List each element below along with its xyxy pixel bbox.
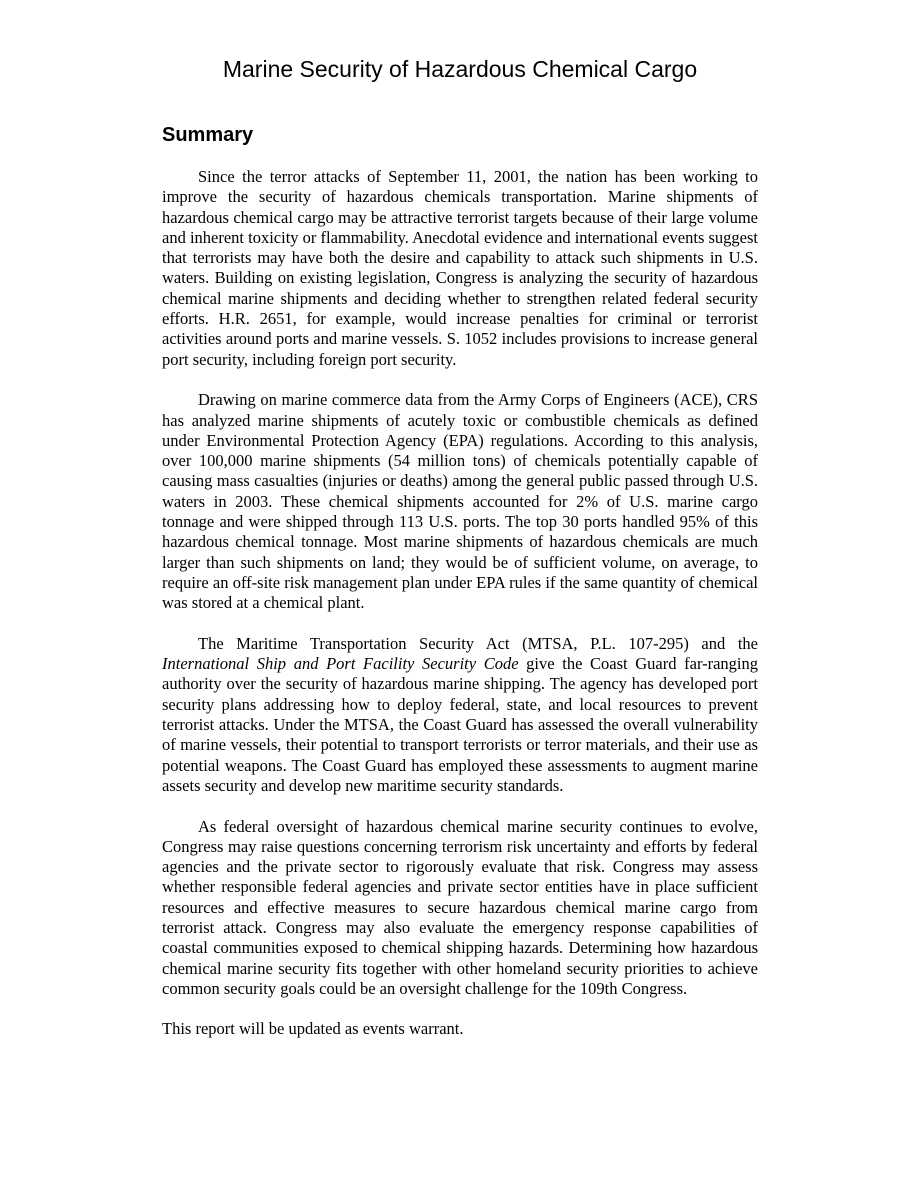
summary-body (162, 167, 758, 1060)
document-page (162, 52, 759, 1039)
section-heading-summary: Summary (162, 124, 254, 146)
paragraph-3-text-end: give the Coast Guard far-ranging authority over the security of hazardous marine shipping. The agency has developed port security plans addressing how to deploy federal, state, and local resources to prevent terrorist attacks. Under the MTSA, the Coast Guard has assessed the overall vulnerability of marine vessels, their potential to transport terrorists or terror materials, and their use as potential weapons. The Coast Guard has employed these assessments to augment marine assets security and develop new maritime security standards. (162, 654, 759, 795)
summary-paragraph-4: As federal oversight of hazardous chemical marine security continues to evolve, Congress may raise questions concerning terrorism risk uncertainty and efforts by federal agencies and the private sector to rigorously evaluate that risk. Congress may assess whether responsible federal agencies and private sector entities have in place sufficient resources and effective measures to secure hazardous chemical marine cargo from terrorist attack. Congress may also evaluate the emergency response capabilities of coastal communities exposed to chemical shipping hazards. Determining how hazardous chemical marine security fits together with other homeland security priorities to achieve common security goals could be an oversight challenge for the 109th Congress. (162, 816, 758, 998)
paragraph-3-text-start: The Maritime Transportation Security Act (MTSA, P.L. 107-295) and the (198, 633, 758, 653)
isps-code-title: International Ship and Port Facility Security Code (162, 654, 519, 674)
summary-paragraph-3 (162, 634, 758, 796)
closing-note: This report will be updated as events warrant. (162, 1019, 464, 1039)
summary-paragraph-1: Since the terror attacks of September 11, 2001, the nation has been working to improve the security of hazardous chemicals transportation. Marine shipments of hazardous chemical cargo may be attractive terrorist targets because of their large volume and inherent toxicity or flammability. Anecdotal evidence and international events suggest that terrorists may have both the desire and capability to attack such shipments in U.S. waters. Building on existing legislation, Congress is analyzing the security of hazardous chemical marine shipments and deciding whether to strengthen related federal security efforts. H.R. 2651, for example, would increase penalties for criminal or terrorist activities around ports and marine vessels. S. 1052 includes provisions to increase general port security, including foreign port security. (162, 167, 758, 369)
document-title: Marine Security of Hazardous Chemical Cargo (222, 56, 698, 82)
summary-paragraph-2: Drawing on marine commerce data from the Army Corps of Engineers (ACE), CRS has analyzed marine shipments of acutely toxic or combustible chemicals as defined under Environmental Protection Agency (EPA) regulations. According to this analysis, over 100,000 marine shipments (54 million tons) of chemicals potentially capable of causing mass casualties (injuries or deaths) among the general public passed through U.S. waters in 2003. These chemical shipments accounted for 2% of U.S. marine cargo tonnage and were shipped through 113 U.S. ports. The top 30 ports handled 95% of this hazardous chemical tonnage. Most marine shipments of hazardous chemicals are much larger than such shipments on land; they would be of sufficient volume, on average, to require an off-site risk management plan under EPA rules if the same quantity of chemical was stored at a chemical plant. (162, 390, 758, 613)
